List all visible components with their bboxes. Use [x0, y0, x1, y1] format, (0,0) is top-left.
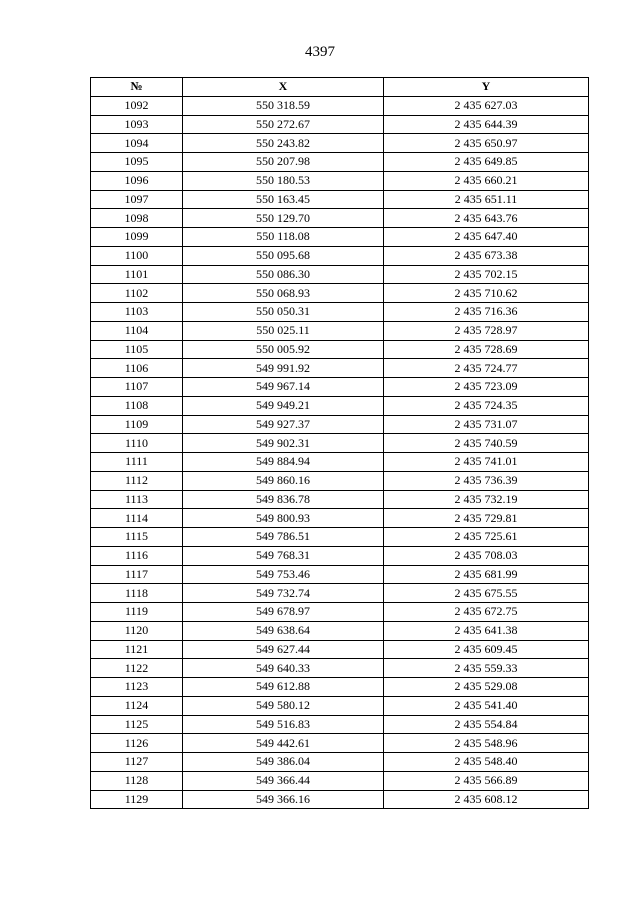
table-row: [91, 359, 589, 378]
cell-x: 549 612.88: [183, 678, 384, 697]
header-number: №: [91, 78, 183, 97]
cell-y: 2 435 740.59: [384, 434, 589, 453]
cell-x: 549 800.93: [183, 509, 384, 528]
cell-number: 1117: [91, 565, 183, 584]
cell-number: 1129: [91, 790, 183, 809]
cell-number: 1125: [91, 715, 183, 734]
cell-number: 1104: [91, 321, 183, 340]
cell-number: 1101: [91, 265, 183, 284]
cell-y: 2 435 650.97: [384, 134, 589, 153]
cell-y: 2 435 566.89: [384, 771, 589, 790]
cell-number: 1094: [91, 134, 183, 153]
cell-y: 2 435 729.81: [384, 509, 589, 528]
cell-y: 2 435 649.85: [384, 153, 589, 172]
cell-number: 1112: [91, 471, 183, 490]
cell-y: 2 435 675.55: [384, 584, 589, 603]
cell-number: 1097: [91, 190, 183, 209]
cell-x: 550 086.30: [183, 265, 384, 284]
cell-x: 549 638.64: [183, 621, 384, 640]
cell-y: 2 435 548.96: [384, 734, 589, 753]
cell-number: 1103: [91, 303, 183, 322]
table-row: [91, 303, 589, 322]
table-row: [91, 228, 589, 247]
table-row: [91, 753, 589, 772]
cell-x: 550 118.08: [183, 228, 384, 247]
cell-x: 549 753.46: [183, 565, 384, 584]
table-row: [91, 584, 589, 603]
cell-x: 550 005.92: [183, 340, 384, 359]
cell-y: 2 435 708.03: [384, 546, 589, 565]
cell-x: 549 967.14: [183, 378, 384, 397]
cell-number: 1095: [91, 153, 183, 172]
cell-number: 1096: [91, 171, 183, 190]
table-row: [91, 265, 589, 284]
cell-y: 2 435 724.35: [384, 396, 589, 415]
cell-y: 2 435 643.76: [384, 209, 589, 228]
cell-x: 549 949.21: [183, 396, 384, 415]
cell-x: 549 442.61: [183, 734, 384, 753]
cell-y: 2 435 554.84: [384, 715, 589, 734]
cell-number: 1106: [91, 359, 183, 378]
table-row: [91, 715, 589, 734]
cell-x: 549 678.97: [183, 603, 384, 622]
cell-x: 550 068.93: [183, 284, 384, 303]
cell-y: 2 435 647.40: [384, 228, 589, 247]
cell-x: 549 902.31: [183, 434, 384, 453]
cell-number: 1123: [91, 678, 183, 697]
cell-x: 549 386.04: [183, 753, 384, 772]
cell-x: 549 640.33: [183, 659, 384, 678]
cell-number: 1124: [91, 696, 183, 715]
cell-x: 550 025.11: [183, 321, 384, 340]
cell-y: 2 435 548.40: [384, 753, 589, 772]
cell-x: 549 927.37: [183, 415, 384, 434]
cell-x: 550 272.67: [183, 115, 384, 134]
table-row: [91, 340, 589, 359]
cell-number: 1122: [91, 659, 183, 678]
table-row: [91, 790, 589, 809]
header-y: Y: [384, 78, 589, 97]
cell-y: 2 435 681.99: [384, 565, 589, 584]
cell-y: 2 435 559.33: [384, 659, 589, 678]
table-row: [91, 209, 589, 228]
cell-x: 549 366.44: [183, 771, 384, 790]
cell-x: 550 129.70: [183, 209, 384, 228]
cell-y: 2 435 673.38: [384, 246, 589, 265]
cell-x: 549 366.16: [183, 790, 384, 809]
cell-x: 550 318.59: [183, 96, 384, 115]
cell-number: 1120: [91, 621, 183, 640]
table-row: [91, 678, 589, 697]
cell-number: 1126: [91, 734, 183, 753]
cell-y: 2 435 641.38: [384, 621, 589, 640]
table-row: [91, 565, 589, 584]
cell-number: 1128: [91, 771, 183, 790]
cell-y: 2 435 741.01: [384, 453, 589, 472]
table-row: [91, 321, 589, 340]
table-row: [91, 134, 589, 153]
cell-x: 549 786.51: [183, 528, 384, 547]
cell-y: 2 435 541.40: [384, 696, 589, 715]
cell-y: 2 435 724.77: [384, 359, 589, 378]
cell-y: 2 435 608.12: [384, 790, 589, 809]
table-row: [91, 453, 589, 472]
table-header-row: [91, 78, 589, 97]
table-row: [91, 396, 589, 415]
cell-y: 2 435 725.61: [384, 528, 589, 547]
cell-y: 2 435 723.09: [384, 378, 589, 397]
cell-number: 1121: [91, 640, 183, 659]
cell-x: 550 095.68: [183, 246, 384, 265]
cell-number: 1108: [91, 396, 183, 415]
cell-x: 549 768.31: [183, 546, 384, 565]
table-row: [91, 415, 589, 434]
cell-y: 2 435 609.45: [384, 640, 589, 659]
cell-x: 549 516.83: [183, 715, 384, 734]
table-row: [91, 734, 589, 753]
cell-y: 2 435 627.03: [384, 96, 589, 115]
cell-number: 1118: [91, 584, 183, 603]
table-row: [91, 659, 589, 678]
cell-y: 2 435 672.75: [384, 603, 589, 622]
cell-number: 1110: [91, 434, 183, 453]
table-row: [91, 471, 589, 490]
cell-y: 2 435 732.19: [384, 490, 589, 509]
cell-y: 2 435 736.39: [384, 471, 589, 490]
header-x: X: [183, 78, 384, 97]
table-row: [91, 509, 589, 528]
table-row: [91, 284, 589, 303]
cell-x: 549 884.94: [183, 453, 384, 472]
table-row: [91, 640, 589, 659]
cell-x: 549 627.44: [183, 640, 384, 659]
cell-y: 2 435 731.07: [384, 415, 589, 434]
page-number: 4397: [305, 44, 335, 60]
cell-x: 549 860.16: [183, 471, 384, 490]
table-row: [91, 434, 589, 453]
cell-number: 1127: [91, 753, 183, 772]
coordinates-table: [90, 77, 589, 809]
cell-x: 549 732.74: [183, 584, 384, 603]
table-row: [91, 190, 589, 209]
cell-y: 2 435 716.36: [384, 303, 589, 322]
table-row: [91, 771, 589, 790]
cell-x: 550 243.82: [183, 134, 384, 153]
table-row: [91, 153, 589, 172]
table-row: [91, 603, 589, 622]
cell-x: 550 163.45: [183, 190, 384, 209]
table-body: [91, 96, 589, 809]
cell-number: 1116: [91, 546, 183, 565]
cell-x: 549 580.12: [183, 696, 384, 715]
cell-number: 1100: [91, 246, 183, 265]
table-row: [91, 696, 589, 715]
table-row: [91, 115, 589, 134]
cell-number: 1098: [91, 209, 183, 228]
cell-y: 2 435 702.15: [384, 265, 589, 284]
table-row: [91, 171, 589, 190]
cell-number: 1114: [91, 509, 183, 528]
cell-number: 1107: [91, 378, 183, 397]
cell-number: 1105: [91, 340, 183, 359]
cell-x: 550 207.98: [183, 153, 384, 172]
cell-y: 2 435 529.08: [384, 678, 589, 697]
cell-y: 2 435 660.21: [384, 171, 589, 190]
cell-number: 1113: [91, 490, 183, 509]
cell-number: 1111: [91, 453, 183, 472]
cell-number: 1119: [91, 603, 183, 622]
cell-number: 1115: [91, 528, 183, 547]
cell-x: 550 180.53: [183, 171, 384, 190]
table-row: [91, 490, 589, 509]
table-row: [91, 378, 589, 397]
cell-number: 1099: [91, 228, 183, 247]
table-row: [91, 246, 589, 265]
table-row: [91, 528, 589, 547]
cell-y: 2 435 728.69: [384, 340, 589, 359]
cell-number: 1092: [91, 96, 183, 115]
cell-x: 550 050.31: [183, 303, 384, 322]
cell-y: 2 435 728.97: [384, 321, 589, 340]
cell-number: 1093: [91, 115, 183, 134]
cell-number: 1109: [91, 415, 183, 434]
cell-x: 549 836.78: [183, 490, 384, 509]
cell-y: 2 435 644.39: [384, 115, 589, 134]
cell-number: 1102: [91, 284, 183, 303]
cell-y: 2 435 710.62: [384, 284, 589, 303]
cell-y: 2 435 651.11: [384, 190, 589, 209]
table-row: [91, 621, 589, 640]
table-row: [91, 546, 589, 565]
table-row: [91, 96, 589, 115]
cell-x: 549 991.92: [183, 359, 384, 378]
